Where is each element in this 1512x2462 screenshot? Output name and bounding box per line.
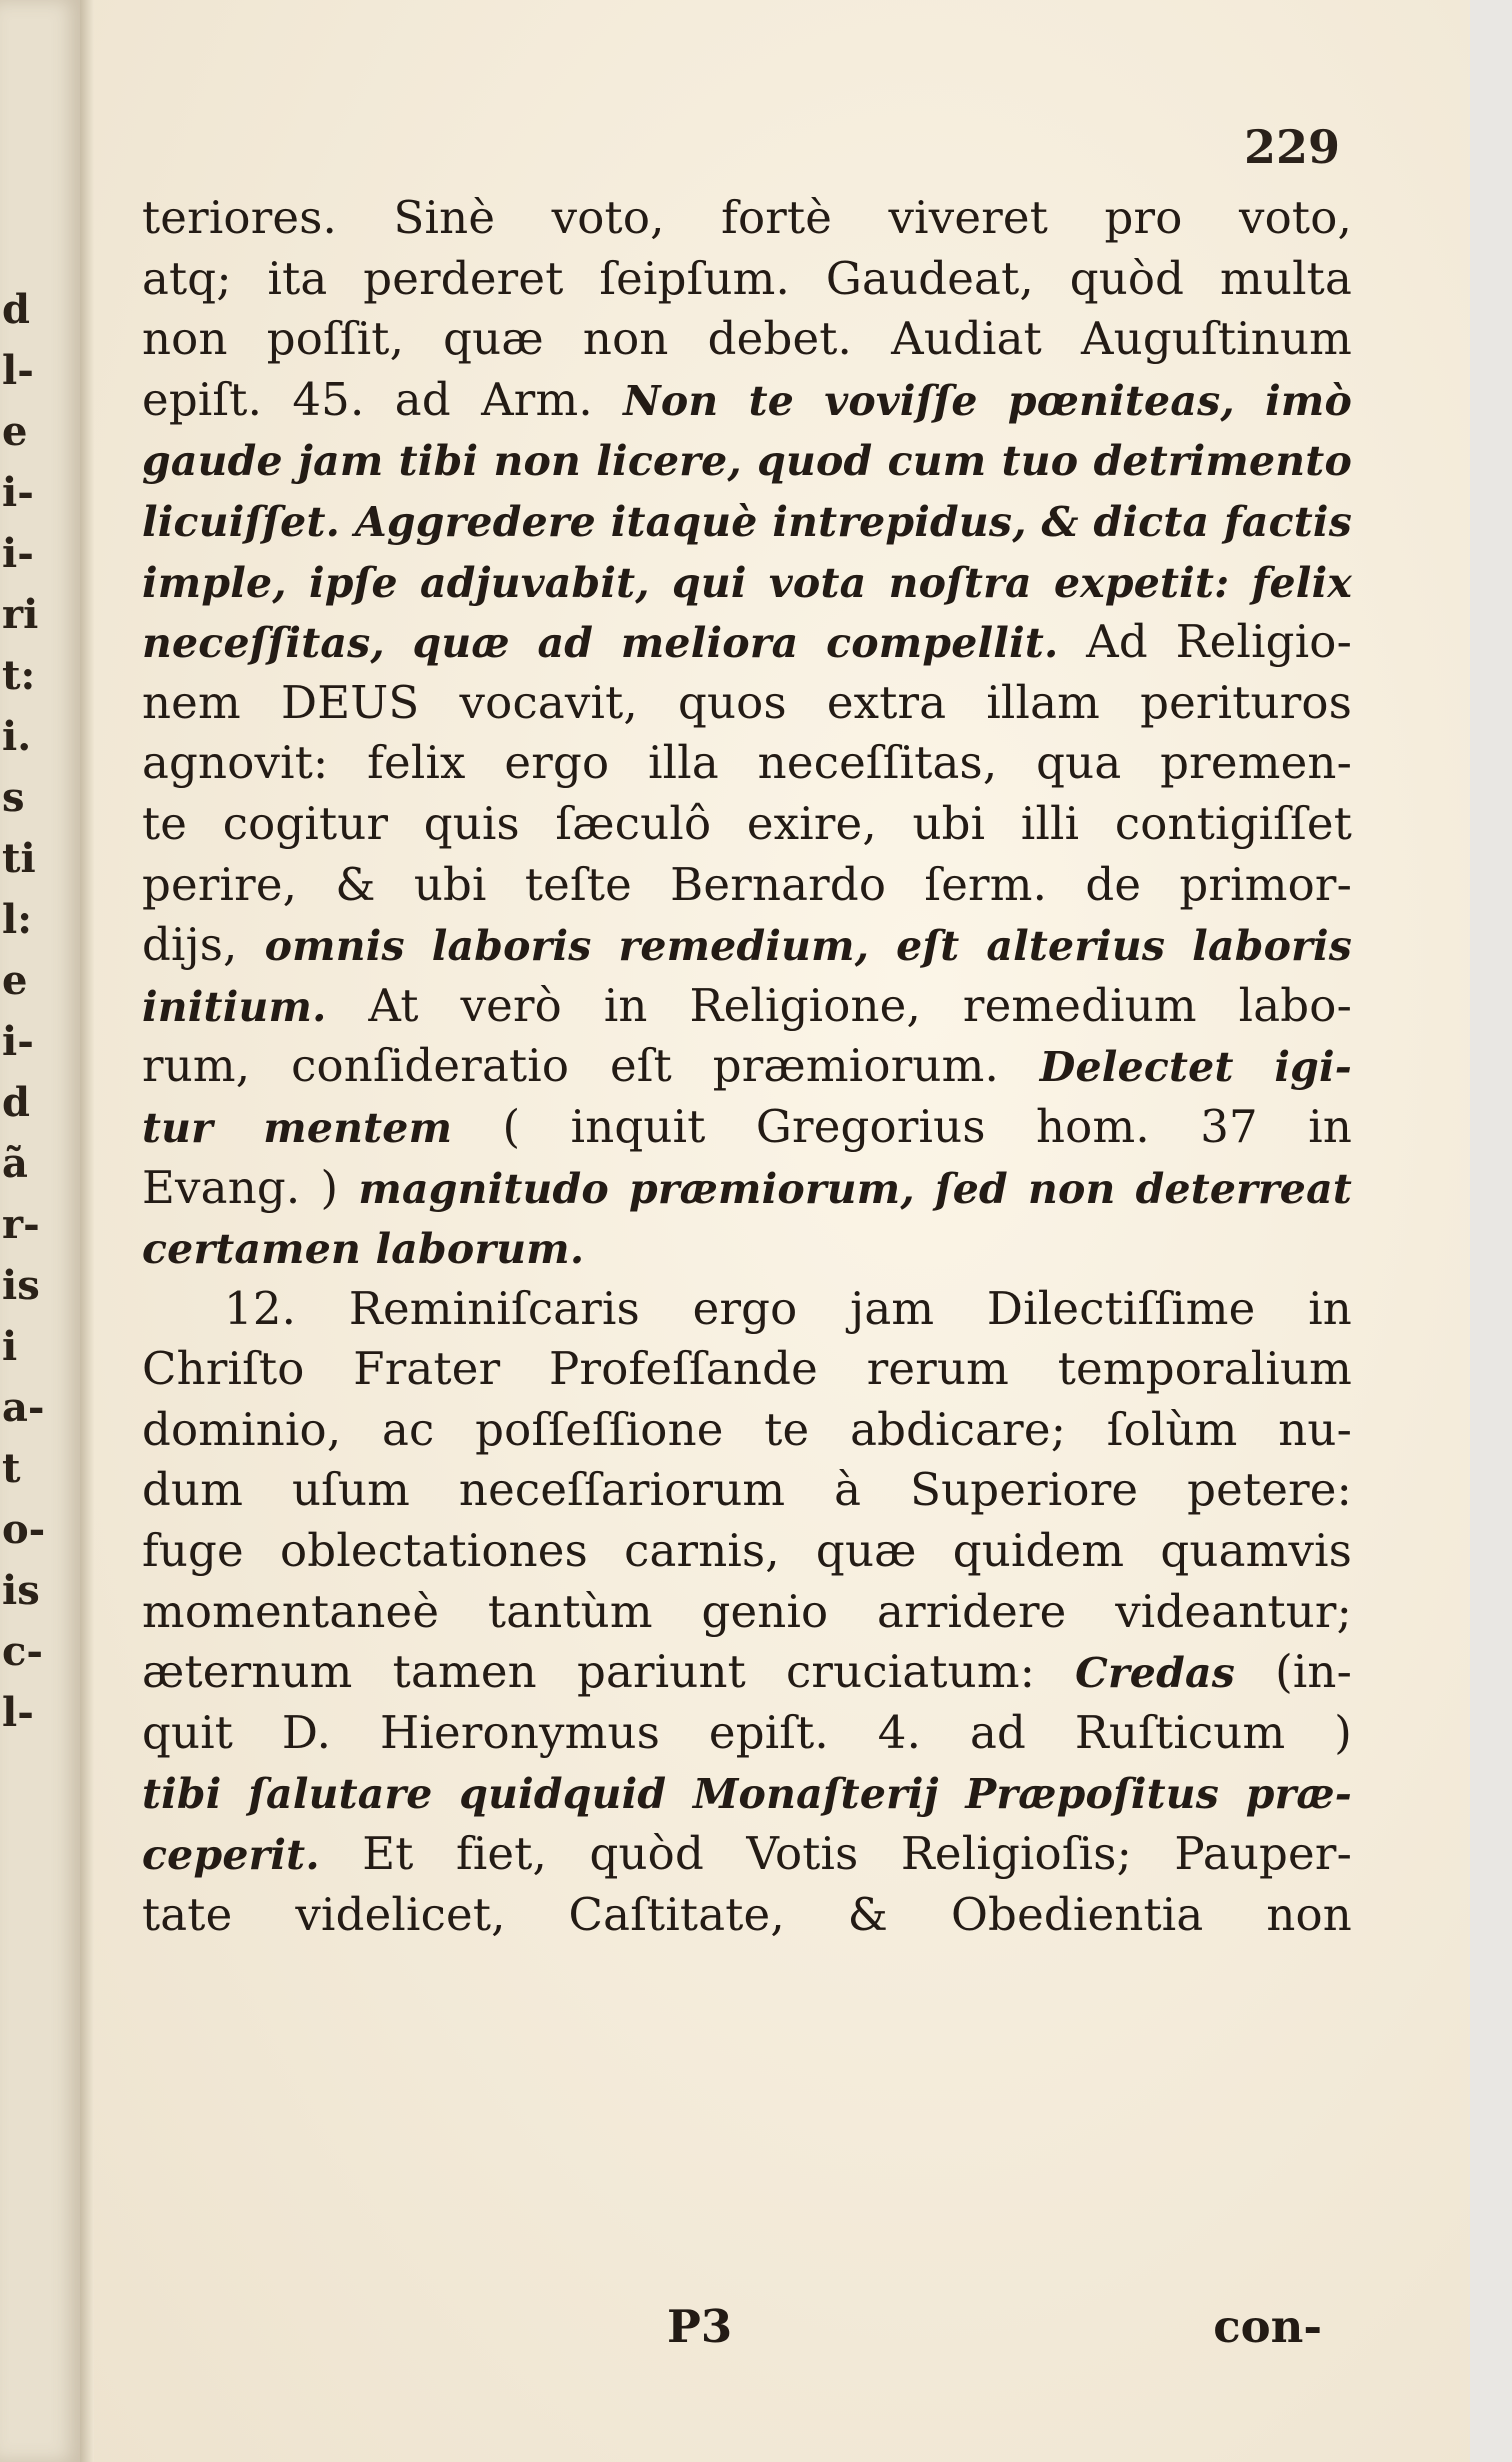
text-line [142, 1763, 1352, 1824]
text-line [142, 733, 1352, 794]
catchword: con- [1213, 2300, 1322, 2353]
italic-quotation: Non te voviſſe pœniteas, imò [623, 376, 1352, 425]
text-line [142, 1521, 1352, 1582]
facing-page-fragment: e [2, 961, 28, 1001]
italic-quotation: magnitudo præmiorum, ſed non deterreat [358, 1164, 1352, 1213]
text-segment: æternum tamen pariunt cruciatum: [142, 1645, 1076, 1699]
scan-margin [1470, 0, 1512, 2462]
text-line [142, 552, 1352, 613]
facing-page-fragment: ri [2, 595, 39, 635]
text-line [142, 976, 1352, 1037]
text-segment: fuge oblectationes carnis, quæ quidem quamvis [142, 1524, 1352, 1578]
text-segment: rum, conſideratio eſt præmiorum. [142, 1039, 1040, 1093]
italic-quotation: gaude jam tibi non licere, quod cum tuo detrimento [142, 437, 1352, 486]
facing-page-fragment: a- [2, 1388, 45, 1428]
italic-quotation: omnis laboris remedium, eſt alterius laboris [264, 922, 1353, 971]
italic-quotation: Delectet igi- [1039, 1043, 1353, 1092]
text-line [142, 249, 1352, 310]
facing-page-fragment: l- [2, 351, 34, 391]
text-segment: atq; ita perderet ſeipſum. Gaudeat, quòd multa [142, 251, 1352, 305]
facing-page-fragment: l: [2, 900, 32, 940]
text-segment: Chriſto Frater Profeſſande rerum temporalium [142, 1342, 1352, 1396]
text-segment: momentaneè tantùm genio arridere videantur; [142, 1584, 1352, 1638]
text-segment: quit D. Hieronymus epiſt. 4. ad Ruſticum ) [142, 1705, 1352, 1759]
facing-page-fragment: i- [2, 534, 34, 574]
facing-page-fragment: o- [2, 1510, 46, 1550]
text-segment: tate videlicet, Caſtitate, & Obedientia non [142, 1887, 1352, 1941]
text-line [142, 915, 1352, 976]
text-segment: At verò in Religione, remedium labo- [368, 978, 1352, 1032]
italic-quotation: initium. [142, 982, 369, 1031]
italic-quotation: tur mentem [142, 1103, 503, 1152]
text-line [142, 1158, 1352, 1219]
text-line [142, 370, 1352, 431]
text-line [142, 188, 1352, 249]
text-segment: teriores. Sinè voto, fortè viveret pro voto, [142, 191, 1352, 244]
facing-page-fragment: i [2, 1327, 18, 1367]
facing-page-fragment: l- [2, 1693, 34, 1733]
signature-mark: P3 [667, 2300, 733, 2353]
italic-quotation: Credas [1075, 1649, 1276, 1698]
page-footer [142, 2300, 1352, 2360]
text-line [142, 612, 1352, 673]
text-line [142, 1036, 1352, 1097]
text-line [142, 430, 1352, 491]
page-number: 229 [1243, 120, 1340, 174]
facing-page-fragment: c- [2, 1632, 43, 1672]
text-line [142, 1218, 1352, 1279]
italic-quotation: licuiſſet. Aggredere itaquè intrepidus, & dicta factis [142, 497, 1352, 546]
text-segment: ( inquit Gregorius hom. 37 in [502, 1099, 1352, 1153]
facing-page-fragment: ã [2, 1144, 28, 1184]
text-segment: perire, & ubi teſte Bernardo ſerm. de primor- [142, 857, 1352, 911]
italic-quotation: imple, ipſe adjuvabit, qui vota noſtra expetit: felix [142, 558, 1352, 607]
facing-page-fragment: i- [2, 473, 34, 513]
text-line [142, 309, 1352, 370]
text-line [142, 1582, 1352, 1643]
facing-page-fragment: r- [2, 1205, 40, 1245]
italic-quotation: tibi ſalutare quidquid Monaſterij Præpoſitus præ- [142, 1770, 1352, 1819]
text-segment: agnovit: felix ergo illa neceſſitas, qua premen- [142, 736, 1352, 790]
facing-page-edge [0, 0, 82, 2462]
italic-quotation: neceſſitas, quæ ad meliora compellit. [142, 619, 1087, 668]
facing-page-fragment: i. [2, 717, 32, 757]
italic-quotation: certamen laborum. [142, 1225, 585, 1274]
facing-page-fragment: t: [2, 656, 36, 696]
facing-page-fragment: d [2, 290, 30, 330]
text-line [142, 1824, 1352, 1885]
book-gutter [80, 0, 94, 2462]
facing-page-fragment: d [2, 1083, 30, 1123]
text-segment: epiſt. 45. ad Arm. [142, 372, 624, 426]
text-segment: dominio, ac poſſeſſione te abdicare; ſolùm nu- [142, 1402, 1352, 1456]
text-segment: Et fiet, quòd Votis Religioſis; Pauper- [362, 1827, 1352, 1881]
text-segment: (in- [1275, 1645, 1352, 1699]
text-segment: dum uſum neceſſariorum à Superiore petere: [142, 1463, 1352, 1517]
text-line [142, 855, 1352, 916]
text-segment: te cogitur quis ſæculô exire, ubi illi contigiſſet [142, 796, 1352, 850]
text-segment: 12. Reminiſcaris ergo jam Dilectiſſime in [224, 1281, 1352, 1335]
facing-page-fragment: i- [2, 1022, 34, 1062]
facing-page-fragment: s [2, 778, 25, 818]
text-line [142, 491, 1352, 552]
facing-page-fragment: is [2, 1571, 40, 1611]
text-line [142, 1703, 1352, 1764]
text-line [142, 1400, 1352, 1461]
text-segment: nem DEUS vocavit, quos extra illam perituros [142, 675, 1352, 729]
text-line [142, 1279, 1352, 1340]
facing-page-fragment: ti [2, 839, 36, 879]
text-segment: dijs, [142, 918, 265, 972]
text-line [142, 1885, 1352, 1946]
text-line [142, 1339, 1352, 1400]
main-page [94, 0, 1472, 2462]
text-line [142, 794, 1352, 855]
facing-page-fragment: e [2, 412, 28, 452]
facing-page-fragment: is [2, 1266, 40, 1306]
text-line [142, 1097, 1352, 1158]
text-line [142, 673, 1352, 734]
text-line [142, 1642, 1352, 1703]
text-segment: non poſſit, quæ non debet. Audiat Auguſtinum [142, 312, 1352, 366]
facing-page-fragment: t [2, 1449, 21, 1489]
text-segment: Ad Religio- [1086, 615, 1352, 669]
text-line [142, 1460, 1352, 1521]
italic-quotation: ceperit. [142, 1831, 363, 1880]
body-text [142, 188, 1352, 1945]
text-segment: Evang. ) [142, 1160, 359, 1214]
